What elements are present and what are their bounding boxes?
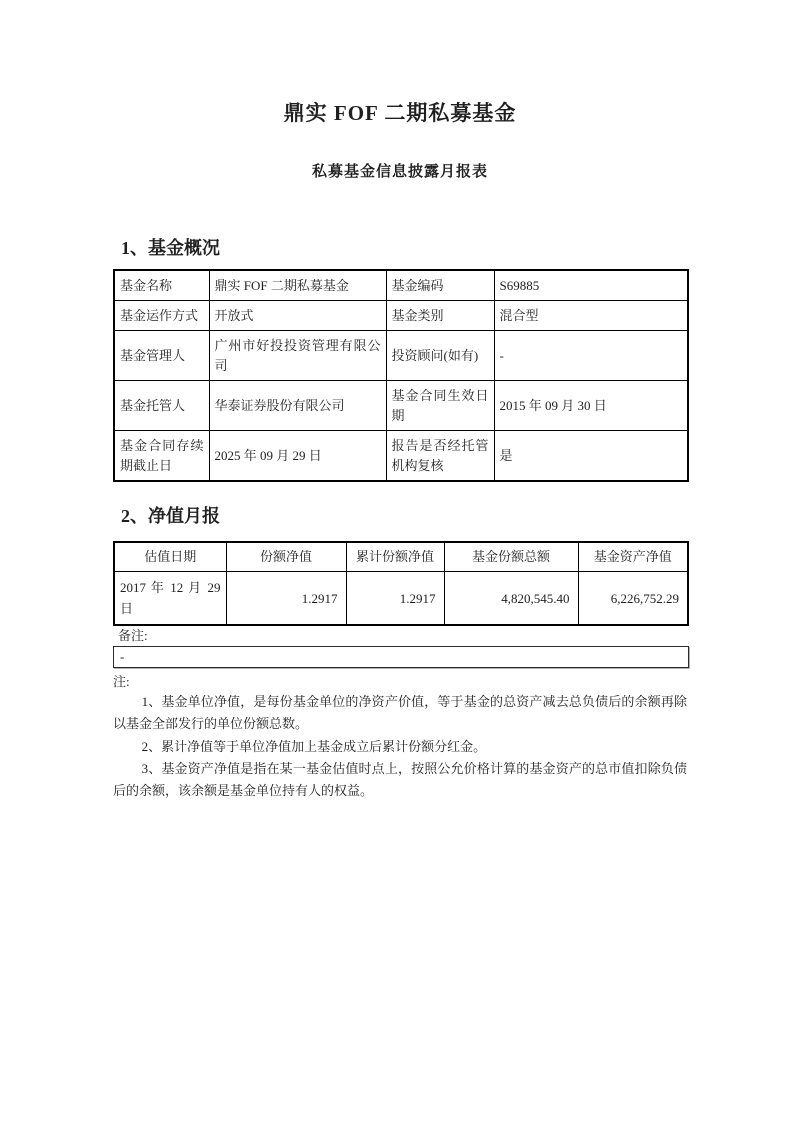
field-label: 基金合同存续期截止日	[114, 431, 209, 482]
total-fund-shares: 4,820,545.40	[444, 572, 578, 626]
notes-label: 注:	[113, 674, 130, 689]
field-value: 广州市好投投资管理有限公司	[209, 331, 386, 381]
remark-label: 备注:	[118, 628, 148, 643]
section-heading-nav-monthly: 2、净值月报	[121, 506, 220, 526]
column-header: 估值日期	[114, 542, 226, 572]
table-row	[114, 301, 688, 331]
field-label: 基金合同生效日期	[386, 381, 494, 431]
field-label: 投资顾问(如有)	[386, 331, 494, 381]
nav-monthly-table	[113, 541, 689, 626]
section-heading-fund-overview: 1、基金概况	[121, 238, 220, 258]
cumulative-nav: 1.2917	[346, 572, 444, 626]
column-header: 份额净值	[226, 542, 346, 572]
table-row	[114, 270, 688, 301]
field-value: S69885	[494, 270, 688, 301]
field-value: 2015 年 09 月 30 日	[494, 381, 688, 431]
field-value: -	[494, 331, 688, 381]
valuation-date: 2017 年 12 月 29 日	[114, 572, 226, 626]
column-header: 累计份额净值	[346, 542, 444, 572]
report-subtitle: 私募基金信息披露月报表	[311, 164, 488, 180]
field-label: 报告是否经托管机构复核	[386, 431, 494, 482]
note-item: 1、基金单位净值，是每份基金单位的净资产价值，等于基金的总资产减去总负债后的余额再除以基金全部发行的单位份额总数。	[113, 694, 687, 732]
field-value: 鼎实 FOF 二期私募基金	[209, 270, 386, 301]
table-row	[114, 331, 688, 381]
net-asset-value: 6,226,752.29	[578, 572, 688, 626]
table-row	[114, 431, 688, 482]
field-value: 开放式	[209, 301, 386, 331]
field-label: 基金托管人	[114, 381, 209, 431]
fund-overview-table	[113, 269, 689, 482]
field-label: 基金编码	[386, 270, 494, 301]
page-title: 鼎实 FOF 二期私募基金	[283, 101, 517, 125]
field-value: 混合型	[494, 301, 688, 331]
table-header-row	[114, 542, 688, 572]
field-label: 基金名称	[114, 270, 209, 301]
nav-per-share: 1.2917	[226, 572, 346, 626]
table-row	[114, 572, 688, 626]
field-label: 基金管理人	[114, 331, 209, 381]
remark-box	[113, 646, 689, 668]
remark-value: -	[120, 649, 125, 664]
document-body	[113, 182, 687, 802]
note-item: 2、累计净值等于单位净值加上基金成立后累计份额分红金。	[141, 738, 487, 754]
field-label: 基金类别	[386, 301, 494, 331]
column-header: 基金资产净值	[578, 542, 688, 572]
field-value: 华泰证券股份有限公司	[209, 381, 386, 431]
column-header: 基金份额总额	[444, 542, 578, 572]
note-item: 3、基金资产净值是指在某一基金估值时点上，按照公允价格计算的基金资产的总市值扣除负债后的余额，该余额是基金单位持有人的权益。	[113, 760, 687, 799]
field-label: 基金运作方式	[114, 301, 209, 331]
table-row	[114, 381, 688, 431]
field-value: 2025 年 09 月 29 日	[209, 431, 386, 482]
field-value: 是	[494, 431, 688, 482]
